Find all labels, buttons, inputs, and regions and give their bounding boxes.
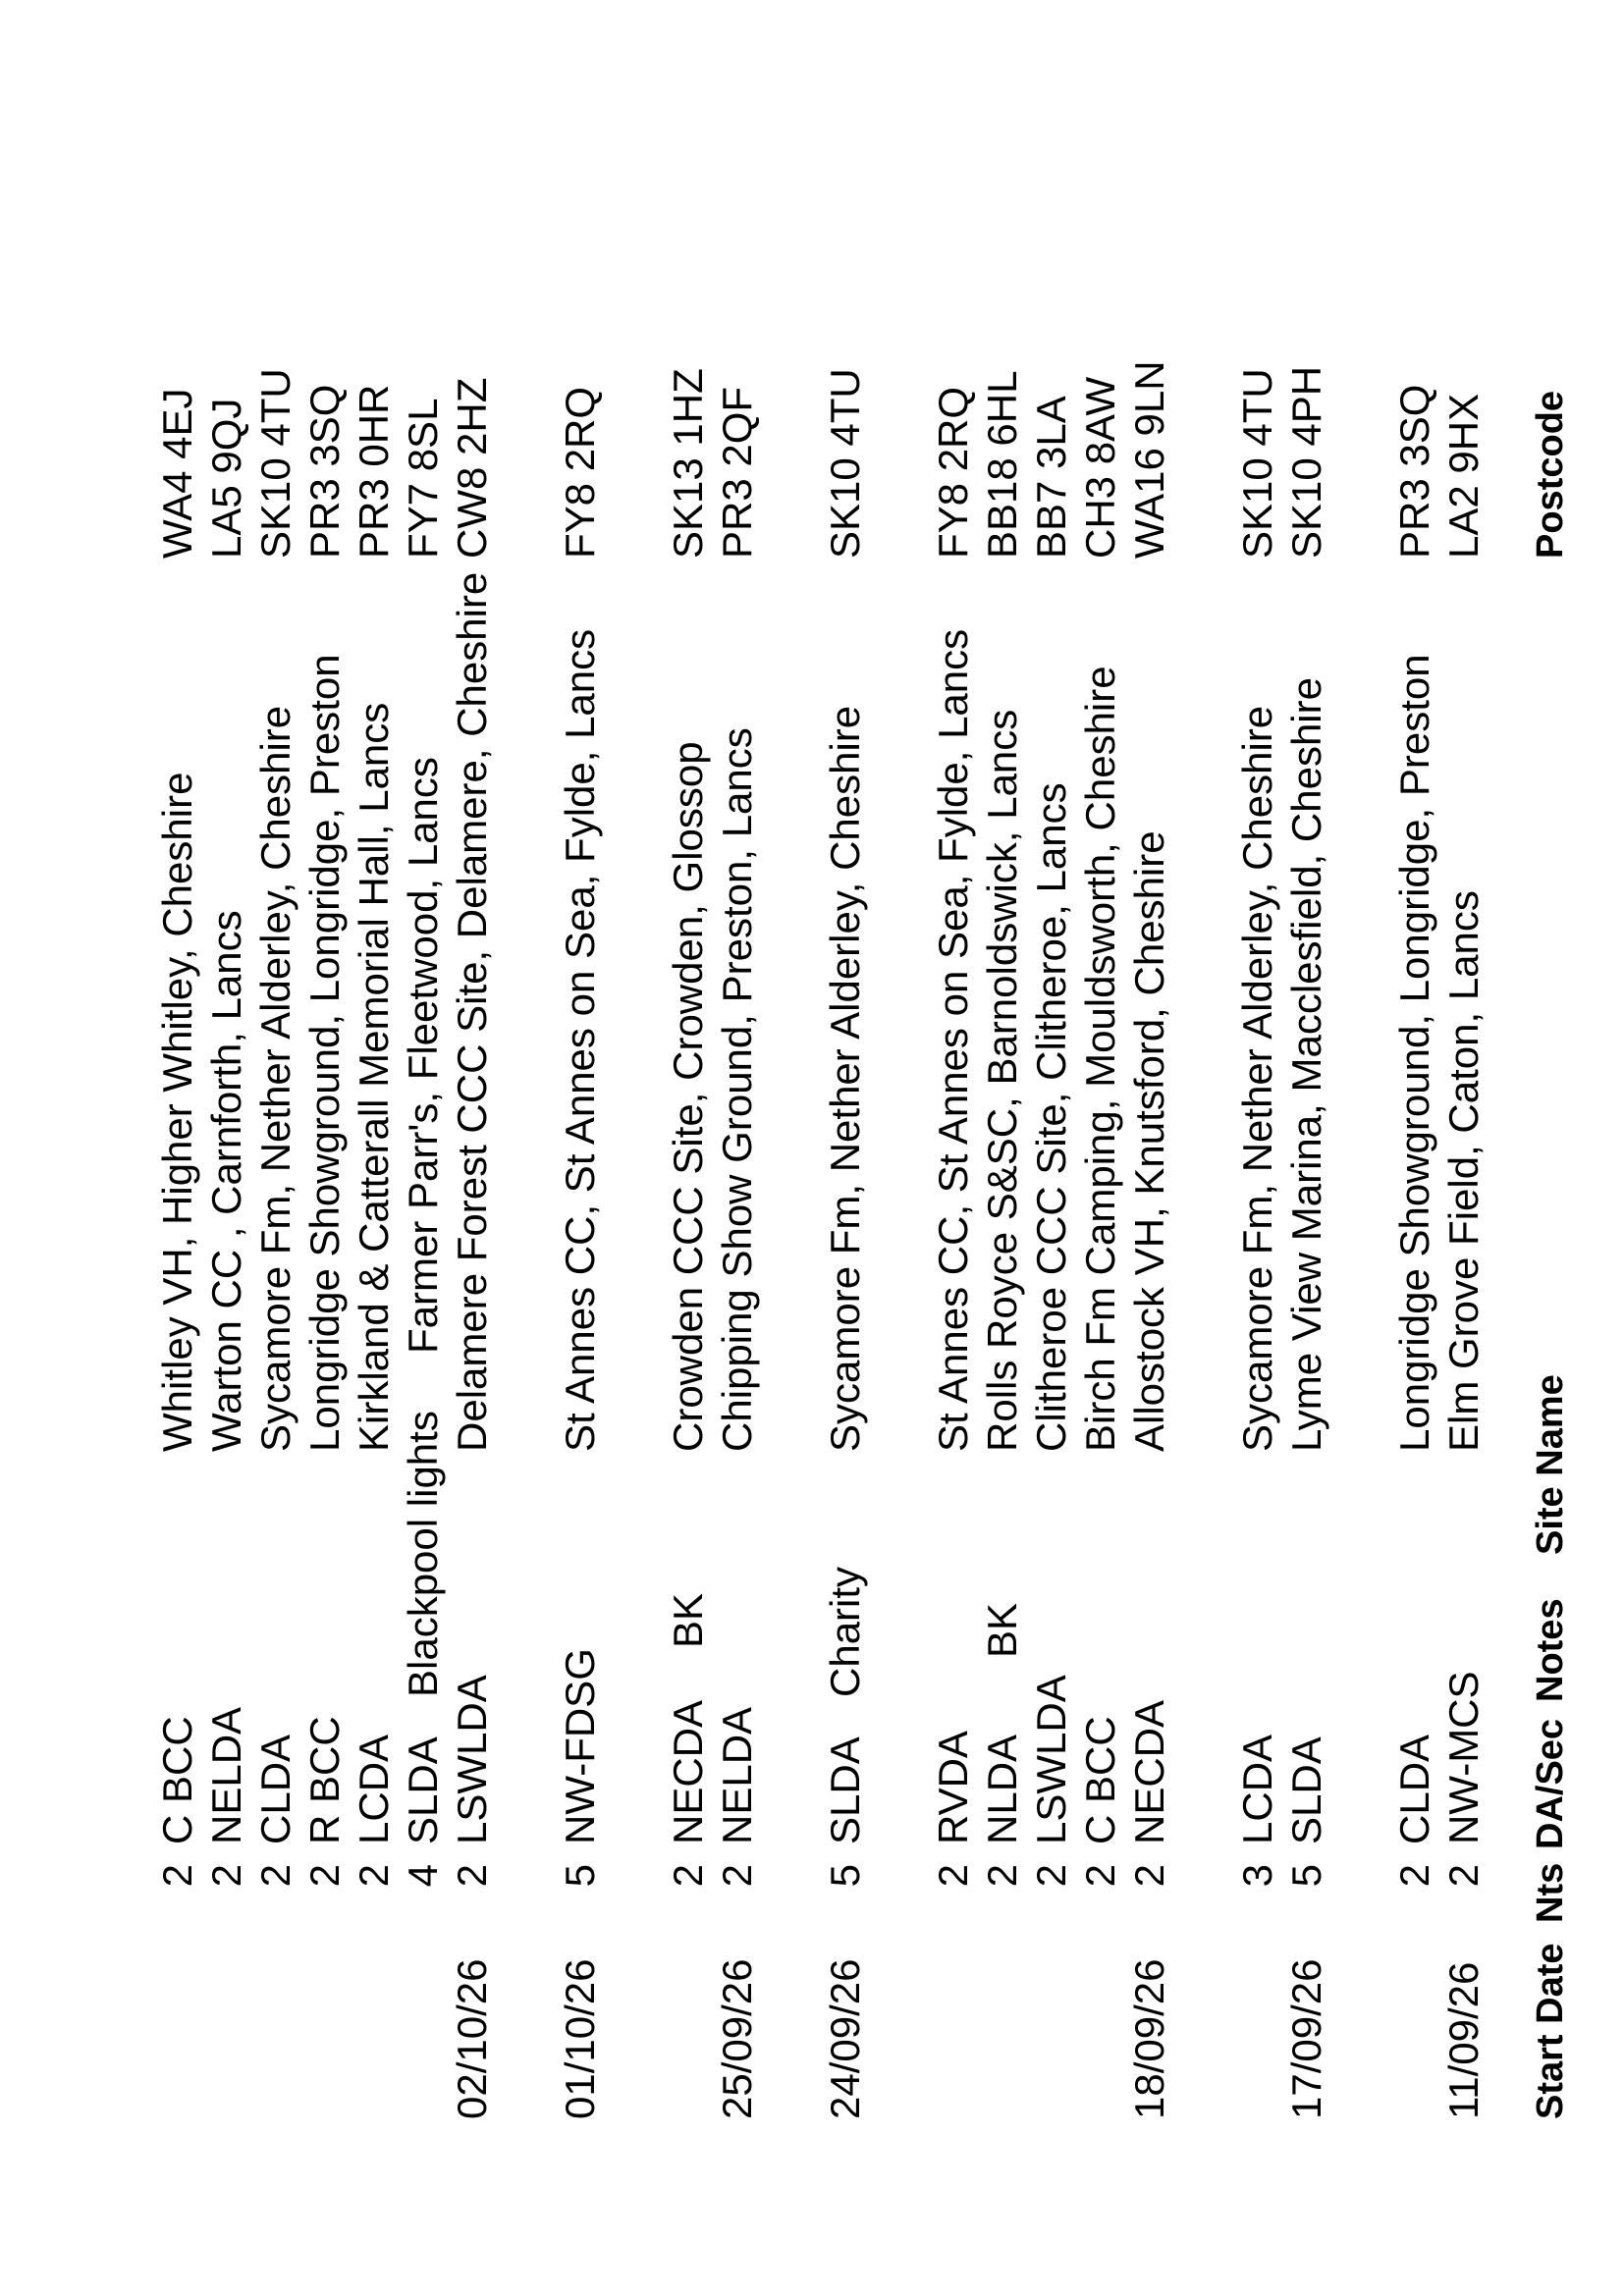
postcode-cell: SK10 4TU [252, 368, 298, 559]
notes-cell: Blackpool lights [400, 1411, 446, 1697]
start-date-cell: 02/10/26 [449, 1958, 495, 2119]
da-sec-cell: C BCC [154, 1716, 200, 1844]
nights-cell: 3 [1234, 1864, 1280, 1888]
nights-cell: 2 [979, 1864, 1025, 1888]
header-start-date: Start Date [1530, 1943, 1571, 2119]
site-name-cell: Longridge Showground, Longridge, Preston [301, 654, 348, 1452]
site-name-cell: Whitley VH, Higher Whitley, Cheshire [154, 772, 200, 1452]
nights-cell: 2 [449, 1864, 495, 1888]
nights-cell: 2 [203, 1864, 249, 1888]
da-sec-cell: R BCC [301, 1716, 348, 1844]
postcode-cell: LA5 9QJ [203, 398, 249, 559]
da-sec-cell: NLDA [979, 1734, 1025, 1844]
postcode-cell: CH3 8AW [1077, 376, 1123, 559]
site-name-cell: Warton CC , Carnforth, Lancs [203, 910, 249, 1452]
start-date-cell: 17/09/26 [1283, 1958, 1329, 2119]
nights-cell: 2 [1126, 1864, 1172, 1888]
da-sec-cell: SLDA [822, 1736, 868, 1844]
site-name-cell: Longridge Showground, Longridge, Preston [1391, 654, 1437, 1452]
site-name-cell: Rolls Royce S&SC, Barnoldswick, Lancs [979, 709, 1025, 1452]
da-sec-cell: CLDA [1391, 1734, 1437, 1844]
postcode-cell: FY7 8SL [400, 398, 446, 559]
nights-cell: 5 [1283, 1864, 1329, 1888]
site-name-cell: Elm Grove Field, Caton, Lancs [1440, 890, 1487, 1452]
header-notes: Notes [1530, 1598, 1571, 1702]
nights-cell: 2 [351, 1864, 397, 1888]
nights-cell: 2 [665, 1864, 711, 1888]
start-date-cell: 18/09/26 [1126, 1958, 1172, 2119]
da-sec-cell: LCDA [351, 1734, 397, 1844]
header-site-name: Site Name [1530, 1374, 1571, 1555]
site-name-cell: Sycamore Fm, Nether Alderley, Cheshire [1234, 705, 1280, 1452]
header-postcode: Postcode [1530, 390, 1571, 559]
nights-cell: 5 [557, 1864, 603, 1888]
nights-cell: 4 [400, 1864, 446, 1888]
postcode-cell: BB7 3LA [1028, 396, 1074, 559]
da-sec-cell: LSWLDA [1028, 1675, 1074, 1844]
da-sec-cell: NW-MCS [1440, 1671, 1487, 1844]
site-name-cell: Sycamore Fm, Nether Alderley, Cheshire [252, 705, 298, 1452]
start-date-cell: 24/09/26 [822, 1958, 868, 2119]
site-name-cell: Farmer Parr's, Fleetwood, Lancs [400, 757, 446, 1354]
header-nts: Nts [1530, 1862, 1571, 1923]
da-sec-cell: NW-FDSG [557, 1648, 603, 1844]
da-sec-cell: C BCC [1077, 1716, 1123, 1844]
site-name-cell: Crowden CCC Site, Crowden, Glossop [665, 741, 711, 1452]
postcode-cell: FY8 2RQ [930, 386, 976, 559]
da-sec-cell: NECDA [1126, 1699, 1172, 1844]
nights-cell: 2 [714, 1864, 760, 1888]
da-sec-cell: LSWLDA [449, 1675, 495, 1844]
da-sec-cell: LCDA [1234, 1734, 1280, 1844]
postcode-cell: FY8 2RQ [557, 386, 603, 559]
da-sec-cell: NELDA [714, 1706, 760, 1844]
postcode-cell: PR3 3SQ [301, 384, 348, 559]
notes-cell: Charity [822, 1566, 868, 1697]
da-sec-cell: SLDA [400, 1736, 446, 1844]
nights-cell: 5 [822, 1864, 868, 1888]
nights-cell: 2 [252, 1864, 298, 1888]
postcode-cell: SK10 4TU [1234, 368, 1280, 559]
site-name-cell: St Annes CC, St Annes on Sea, Fylde, Lancs [557, 628, 603, 1452]
start-date-cell: 11/09/26 [1440, 1961, 1487, 2119]
start-date-cell: 01/10/26 [557, 1958, 603, 2119]
nights-cell: 2 [1391, 1864, 1437, 1888]
nights-cell: 2 [930, 1864, 976, 1888]
nights-cell: 2 [1440, 1864, 1487, 1888]
nights-cell: 2 [154, 1864, 200, 1888]
notes-cell: BK [979, 1602, 1025, 1658]
postcode-cell: SK13 1HZ [665, 368, 711, 559]
da-sec-cell: NECDA [665, 1699, 711, 1844]
header-da-sec: DA/Sec [1530, 1718, 1571, 1849]
site-name-cell: Birch Fm Camping, Mouldsworth, Cheshire [1077, 666, 1123, 1452]
postcode-cell: LA2 9HX [1440, 393, 1487, 559]
postcode-cell: WA16 9LN [1126, 360, 1172, 559]
postcode-cell: PR3 0HR [351, 384, 397, 559]
nights-cell: 2 [301, 1864, 348, 1888]
site-name-cell: Sycamore Fm, Nether Alderley, Cheshire [822, 705, 868, 1452]
da-sec-cell: CLDA [252, 1734, 298, 1844]
site-name-cell: Delamere Forest CCC Site, Delamere, Cheshire [449, 571, 495, 1452]
nights-cell: 2 [1077, 1864, 1123, 1888]
start-date-cell: 25/09/26 [714, 1958, 760, 2119]
site-name-cell: Allostock VH, Knutsford, Cheshire [1126, 830, 1172, 1452]
postcode-cell: PR3 2QF [714, 386, 760, 559]
postcode-cell: SK10 4TU [822, 368, 868, 559]
da-sec-cell: NELDA [203, 1706, 249, 1844]
postcode-cell: WA4 4EJ [154, 388, 200, 559]
site-name-cell: Clitheroe CCC Site, Clitheroe, Lancs [1028, 782, 1074, 1452]
postcode-cell: BB18 6HL [979, 370, 1025, 559]
postcode-cell: SK10 4PH [1283, 365, 1329, 559]
site-name-cell: Chipping Show Ground, Preston, Lancs [714, 727, 760, 1452]
notes-cell: BK [665, 1592, 711, 1648]
postcode-cell: PR3 3SQ [1391, 384, 1437, 559]
site-name-cell: Kirkland & Catterall Memorial Hall, Lancs [351, 702, 397, 1452]
da-sec-cell: RVDA [930, 1731, 976, 1844]
site-name-cell: St Annes CC, St Annes on Sea, Fylde, Lancs [930, 628, 976, 1452]
postcode-cell: CW8 2HZ [449, 377, 495, 559]
nights-cell: 2 [1028, 1864, 1074, 1888]
site-name-cell: Lyme View Marina, Macclesfield, Cheshire [1283, 677, 1329, 1452]
da-sec-cell: SLDA [1283, 1736, 1329, 1844]
